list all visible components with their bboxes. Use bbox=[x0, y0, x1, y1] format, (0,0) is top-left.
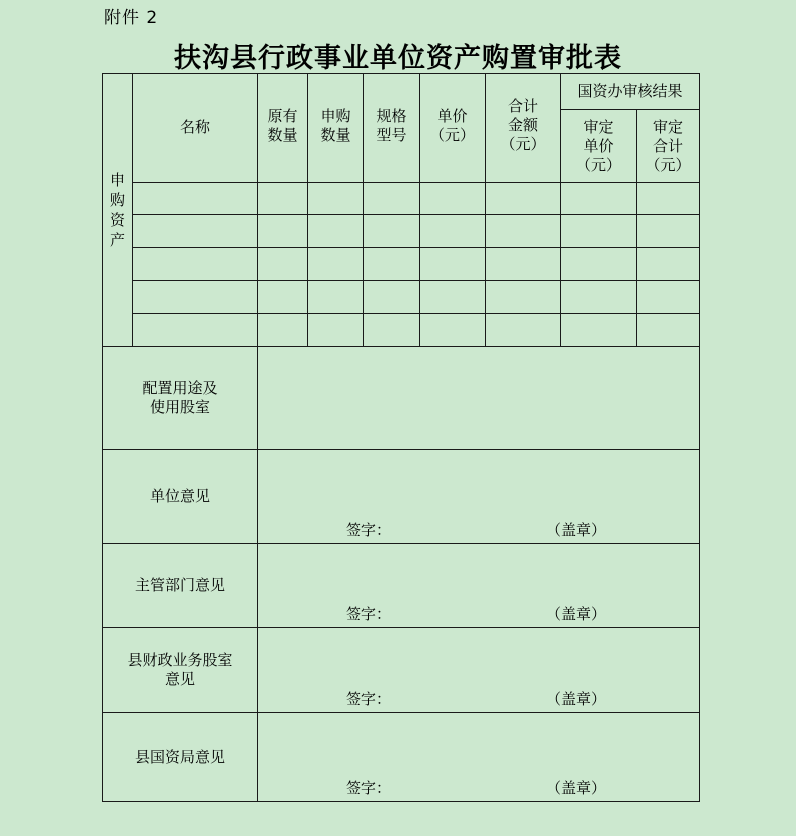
usage-field[interactable] bbox=[258, 347, 700, 450]
finance-opinion-field[interactable] bbox=[258, 628, 700, 713]
cell-spec[interactable] bbox=[364, 314, 420, 347]
cell-total[interactable] bbox=[486, 248, 561, 281]
cell-name[interactable] bbox=[133, 215, 258, 248]
cell-total[interactable] bbox=[486, 183, 561, 215]
cell-orig-qty[interactable] bbox=[258, 314, 308, 347]
header-orig-qty: 原有 数量 bbox=[258, 74, 308, 183]
signature-label: 签字： bbox=[346, 779, 392, 797]
signature-label: 签字： bbox=[346, 690, 392, 708]
header-total: 合计 金额 （元） bbox=[486, 74, 561, 183]
cell-total[interactable] bbox=[486, 281, 561, 314]
table-row bbox=[103, 248, 700, 281]
cell-name[interactable] bbox=[133, 314, 258, 347]
cell-name[interactable] bbox=[133, 183, 258, 215]
assets-bureau-opinion-label: 县国资局意见 bbox=[103, 713, 258, 802]
assets-bureau-opinion-field[interactable] bbox=[258, 713, 700, 802]
cell-spec[interactable] bbox=[364, 281, 420, 314]
cell-total[interactable] bbox=[486, 314, 561, 347]
header-unit-price: 单价 （元） bbox=[420, 74, 486, 183]
cell-approved-total[interactable] bbox=[637, 281, 700, 314]
attachment-label: 附件 2 bbox=[104, 8, 159, 28]
table-row bbox=[103, 215, 700, 248]
cell-orig-qty[interactable] bbox=[258, 281, 308, 314]
cell-orig-qty[interactable] bbox=[258, 248, 308, 281]
group-label: 申购资产 bbox=[109, 171, 125, 249]
cell-name[interactable] bbox=[133, 281, 258, 314]
cell-unit-price[interactable] bbox=[420, 215, 486, 248]
seal-label: （盖章） bbox=[546, 779, 607, 797]
header-review-group: 国资办审核结果 bbox=[561, 74, 700, 110]
header-spec: 规格 型号 bbox=[364, 74, 420, 183]
cell-approved-total[interactable] bbox=[637, 183, 700, 215]
header-req-qty: 申购 数量 bbox=[308, 74, 364, 183]
cell-approved-unit-price[interactable] bbox=[561, 183, 637, 215]
cell-total[interactable] bbox=[486, 215, 561, 248]
seal-label: （盖章） bbox=[546, 690, 607, 708]
cell-approved-unit-price[interactable] bbox=[561, 215, 637, 248]
table-row bbox=[103, 281, 700, 314]
cell-unit-price[interactable] bbox=[420, 314, 486, 347]
header-approved-unit-price: 审定 单价 （元） bbox=[561, 110, 637, 183]
cell-unit-price[interactable] bbox=[420, 248, 486, 281]
cell-req-qty[interactable] bbox=[308, 215, 364, 248]
cell-orig-qty[interactable] bbox=[258, 215, 308, 248]
unit-opinion-label: 单位意见 bbox=[103, 450, 258, 544]
header-approved-total: 审定 合计 （元） bbox=[637, 110, 700, 183]
cell-name[interactable] bbox=[133, 248, 258, 281]
cell-approved-total[interactable] bbox=[637, 314, 700, 347]
group-cell bbox=[103, 74, 133, 347]
signature-label: 签字： bbox=[346, 605, 392, 623]
finance-opinion-label: 县财政业务股室 意见 bbox=[103, 628, 258, 713]
cell-approved-total[interactable] bbox=[637, 248, 700, 281]
cell-approved-unit-price[interactable] bbox=[561, 314, 637, 347]
cell-req-qty[interactable] bbox=[308, 314, 364, 347]
seal-label: （盖章） bbox=[546, 605, 607, 623]
signature-label: 签字： bbox=[346, 521, 392, 539]
cell-req-qty[interactable] bbox=[308, 183, 364, 215]
cell-unit-price[interactable] bbox=[420, 281, 486, 314]
cell-req-qty[interactable] bbox=[308, 281, 364, 314]
seal-label: （盖章） bbox=[546, 521, 607, 539]
dept-opinion-label: 主管部门意见 bbox=[103, 544, 258, 628]
cell-orig-qty[interactable] bbox=[258, 183, 308, 215]
header-name: 名称 bbox=[133, 74, 258, 183]
table-row bbox=[103, 183, 700, 215]
cell-unit-price[interactable] bbox=[420, 183, 486, 215]
cell-spec[interactable] bbox=[364, 183, 420, 215]
approval-form-table bbox=[102, 73, 700, 802]
cell-req-qty[interactable] bbox=[308, 248, 364, 281]
table-row bbox=[103, 314, 700, 347]
usage-label: 配置用途及 使用股室 bbox=[103, 347, 258, 450]
cell-approved-total[interactable] bbox=[637, 215, 700, 248]
cell-spec[interactable] bbox=[364, 248, 420, 281]
page-title: 扶沟县行政事业单位资产购置审批表 bbox=[174, 43, 622, 74]
cell-approved-unit-price[interactable] bbox=[561, 281, 637, 314]
unit-opinion-field[interactable] bbox=[258, 450, 700, 544]
cell-approved-unit-price[interactable] bbox=[561, 248, 637, 281]
dept-opinion-field[interactable] bbox=[258, 544, 700, 628]
cell-spec[interactable] bbox=[364, 215, 420, 248]
